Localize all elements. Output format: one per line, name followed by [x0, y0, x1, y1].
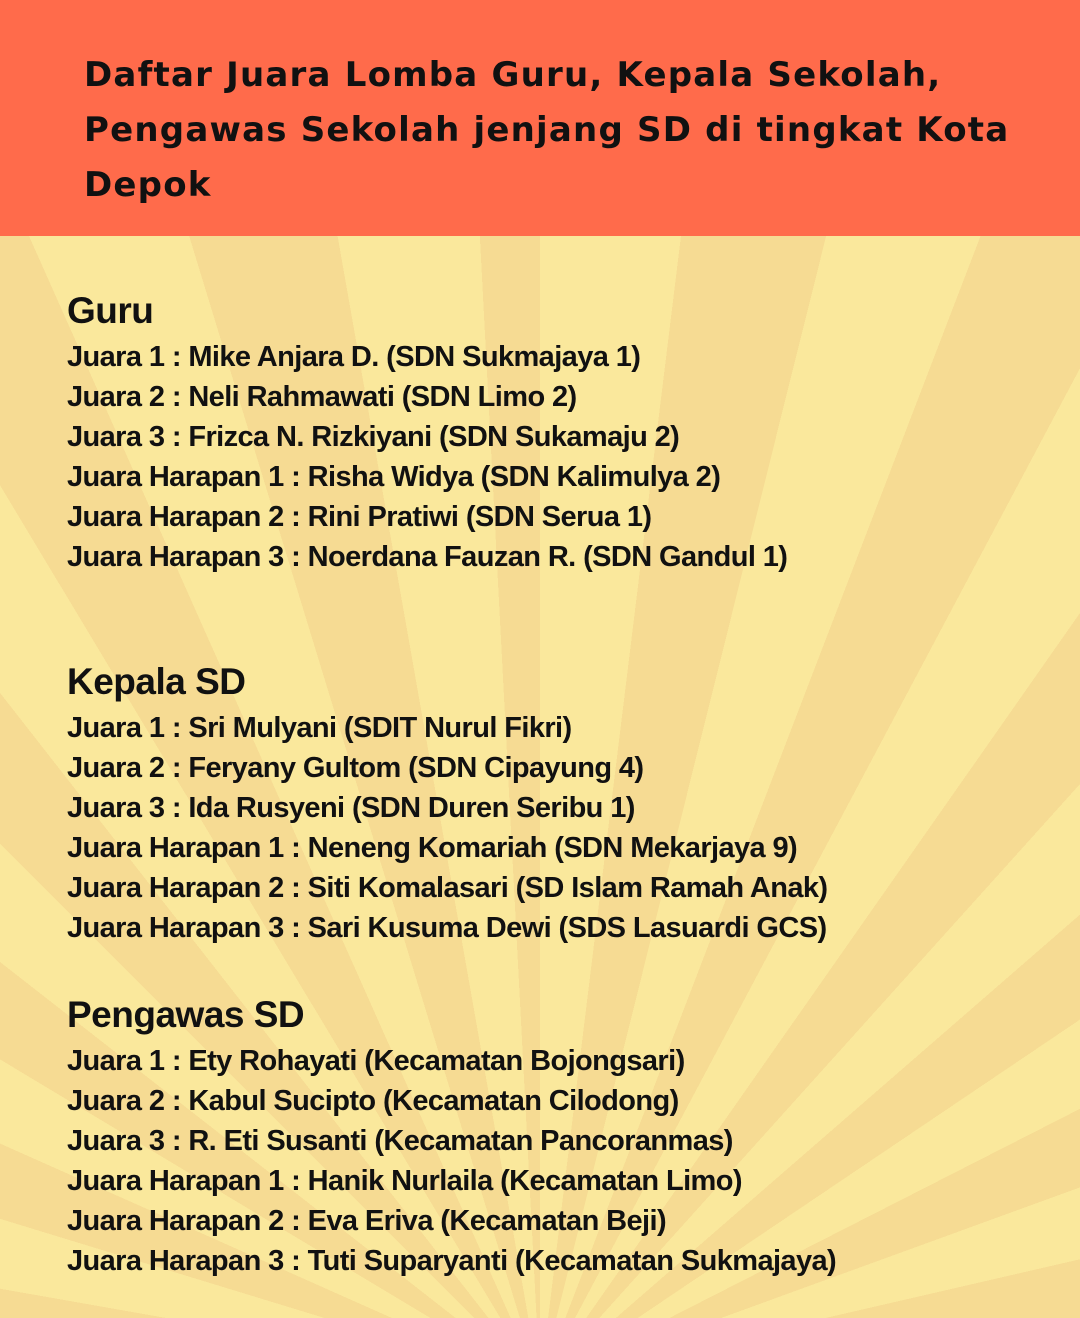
- section-pengawas-sd: [67, 993, 836, 1281]
- section-heading: Kepala SD: [67, 661, 246, 702]
- winner-entry: Juara Harapan 3 : Sari Kusuma Dewi (SDS Lasuardi GCS): [67, 912, 827, 944]
- winner-entry: Juara Harapan 1 : Risha Widya (SDN Kalimulya 2): [67, 461, 721, 493]
- winner-entry: Juara Harapan 2 : Eva Eriva (Kecamatan Beji): [67, 1205, 666, 1237]
- section-guru: [67, 289, 787, 577]
- section-kepala-sd: [67, 660, 828, 948]
- winner-entry: Juara 1 : Sri Mulyani (SDIT Nurul Fikri): [67, 712, 572, 744]
- winner-entry: Juara Harapan 2 : Rini Pratiwi (SDN Serua 1): [67, 501, 652, 533]
- section-heading: Guru: [67, 290, 154, 331]
- section-heading: Pengawas SD: [67, 994, 305, 1035]
- winner-entry: Juara Harapan 1 : Neneng Komariah (SDN Mekarjaya 9): [67, 832, 798, 864]
- winner-entry: Juara Harapan 3 : Noerdana Fauzan R. (SDN Gandul 1): [67, 541, 788, 573]
- winner-entry: Juara Harapan 2 : Siti Komalasari (SD Islam Ramah Anak): [67, 872, 828, 904]
- winner-entry: Juara 1 : Ety Rohayati (Kecamatan Bojongsari): [67, 1045, 685, 1077]
- winner-entry: Juara Harapan 1 : Hanik Nurlaila (Kecamatan Limo): [67, 1165, 742, 1197]
- winner-entry: Juara 2 : Feryany Gultom (SDN Cipayung 4): [67, 752, 644, 784]
- winner-entry: Juara 2 : Kabul Sucipto (Kecamatan Cilodong): [67, 1085, 679, 1117]
- page-title: Daftar Juara Lomba Guru, Kepala Sekolah, Pengawas Sekolah jenjang SD di tingkat Kota Depok: [84, 55, 1010, 205]
- winner-entry: Juara 3 : R. Eti Susanti (Kecamatan Pancoranmas): [67, 1125, 733, 1157]
- winner-entry: Juara 3 : Ida Rusyeni (SDN Duren Seribu 1): [67, 792, 635, 824]
- winner-entry: Juara 3 : Frizca N. Rizkiyani (SDN Sukamaju 2): [67, 421, 680, 453]
- winner-entry: Juara 1 : Mike Anjara D. (SDN Sukmajaya 1): [67, 341, 641, 373]
- title-banner: [0, 0, 1080, 236]
- winner-entry: Juara Harapan 3 : Tuti Suparyanti (Kecamatan Sukmajaya): [67, 1245, 837, 1277]
- winner-entry: Juara 2 : Neli Rahmawati (SDN Limo 2): [67, 381, 577, 413]
